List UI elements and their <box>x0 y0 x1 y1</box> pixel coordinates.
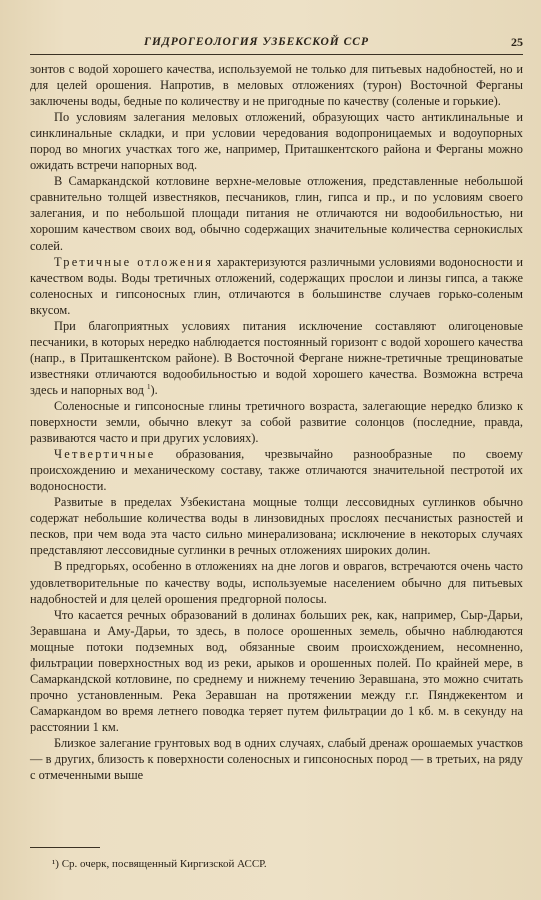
page-number: 25 <box>511 35 523 49</box>
footnote-divider <box>30 847 100 848</box>
term-quaternary: Четвертичные <box>54 447 156 462</box>
paragraph: В предгорьях, особенно в отложениях на дне логов и оврагов, встречаются очень часто удовлетворительные по качеству воды, используемые населением обычно для питьевых надобностей и для целей орошения предгорной полосы. <box>30 559 523 606</box>
footnote: ¹) Ср. очерк, посвященный Киргизской АССР. <box>52 858 267 870</box>
footnote-marker: 1 <box>147 382 151 391</box>
term-tertiary: Третичные отложения <box>54 254 214 269</box>
paragraph: Соленосные и гипсоносные глины третичного возраста, залегающие нередко близко к поверхности земли, обычно влекут за собой развитие солонцов (последние, правда, развиваются часто и при других условиях). <box>30 398 523 446</box>
page-header <box>30 34 523 55</box>
paragraph: Развитые в пределах Узбекистана мощные толщи лессовидных суглинков обычно содержат небольшие количества воды в линзовидных прослоях песчанистых разностей и песков, при чем вода эта часто сильно минерализована; исключение в некоторых случаях представляют лессовидные суглинки в речных отложениях широких долин. <box>30 495 523 558</box>
paragraph-oligocene: При благоприятных условиях питания исключение составляют олигоценовые песчаники, в которых нередко наблюдается постоянный горизонт с водой хорошего качества (напр., в Приташкентском районе). В Восточной Фергане нижне-третичные трещиноватые известняки отличаются водообильностью и водой хорошего качества. Возможна встреча здесь и напорных вод $^1$). <box>30 318 523 397</box>
paragraph: По условиям залегания меловых отложений, образующих часто антиклинальные и синклинальные складки, и при условии чередования водопроницаемых и водоупорных пород во многих участках того же, например, Приташкентского района и Ферганы можно ожидать встречи напорных вод. <box>30 110 523 173</box>
paragraph: Что касается речных образований в долинах больших рек, как, например, Сыр-Дарьи, Зеравшана и Аму-Дарьи, то здесь, в полосе орошенных земель, обычно наблюдаются мощные потоки подземных вод, обязанные своим происхождением, несомненно, фильтрации поверхностных вод из реки, арыков и орошенных полей. По крайней мере, в Самаркандской котловине, по среднему и нижнему течению Зеравшана, это можно считать прочно установленным. Река Зеравшан на протяжении между г.г. Пянджекентом и Самаркандом во время летнего поводка теряет путем фильтрации до 1 кб. м. в секунду на расстоянии 1 км. <box>30 607 523 734</box>
paragraph: В Самаркандской котловине верхне-меловые отложения, представленные небольшой сравнительно толщей известняков, песчаников, глин, гипса и пр., и по условиям своего залегания, и по небольшой площади питания не отличаются ни водообильностью, ни хорошим качеством своих вод, обычно содержащих значительные количества сернокислых солей. <box>30 174 523 253</box>
paragraph-quaternary <box>30 446 523 494</box>
paragraph: Близкое залегание грунтовых вод в одних случаях, слабый дренаж орошаемых участков — в других, близость к поверхности соленосных и гипсоносных пород — в третьих, на ряду с отмеченными выше <box>30 735 523 783</box>
body-text <box>30 61 523 783</box>
paragraph-text: характеризуются различными условиями водоносности и качеством воды. Воды третичных отложений, содержащих прослои и линзы гипса, а также соленосных и гипсоносных глин, отличаются в большинстве случаев горько-соленым вкусом. <box>30 254 523 317</box>
paragraph-tertiary <box>30 254 523 318</box>
running-title: ГИДРОГЕОЛОГИЯ УЗБЕКСКОЙ ССР <box>144 36 369 48</box>
paragraph-text: образования, чрезвычайно разнообразные по своему происхождению и механическому составу, также отличаются значительной пестротой их водоносности. <box>30 447 523 494</box>
paragraph-text: При благоприятных условиях питания исключение составляют олигоценовые песчаники, в которых нередко наблюдается постоянный горизонт с водой хорошего качества (напр., в Приташкентском районе). В Восточной Фергане нижне-третичные трещиноватые известняки отличаются водообильностью и водой хорошего качества. Возможна встреча здесь и напорных вод <box>30 318 523 397</box>
paragraph: зонтов с водой хорошего качества, используемой не только для питьевых надобностей, но и для целей орошения. Напротив, в меловых отложениях (турон) Восточной Ферганы заключены воды, бедные по количеству и не пригодные по качеству (соленые и горькие). <box>30 62 523 109</box>
